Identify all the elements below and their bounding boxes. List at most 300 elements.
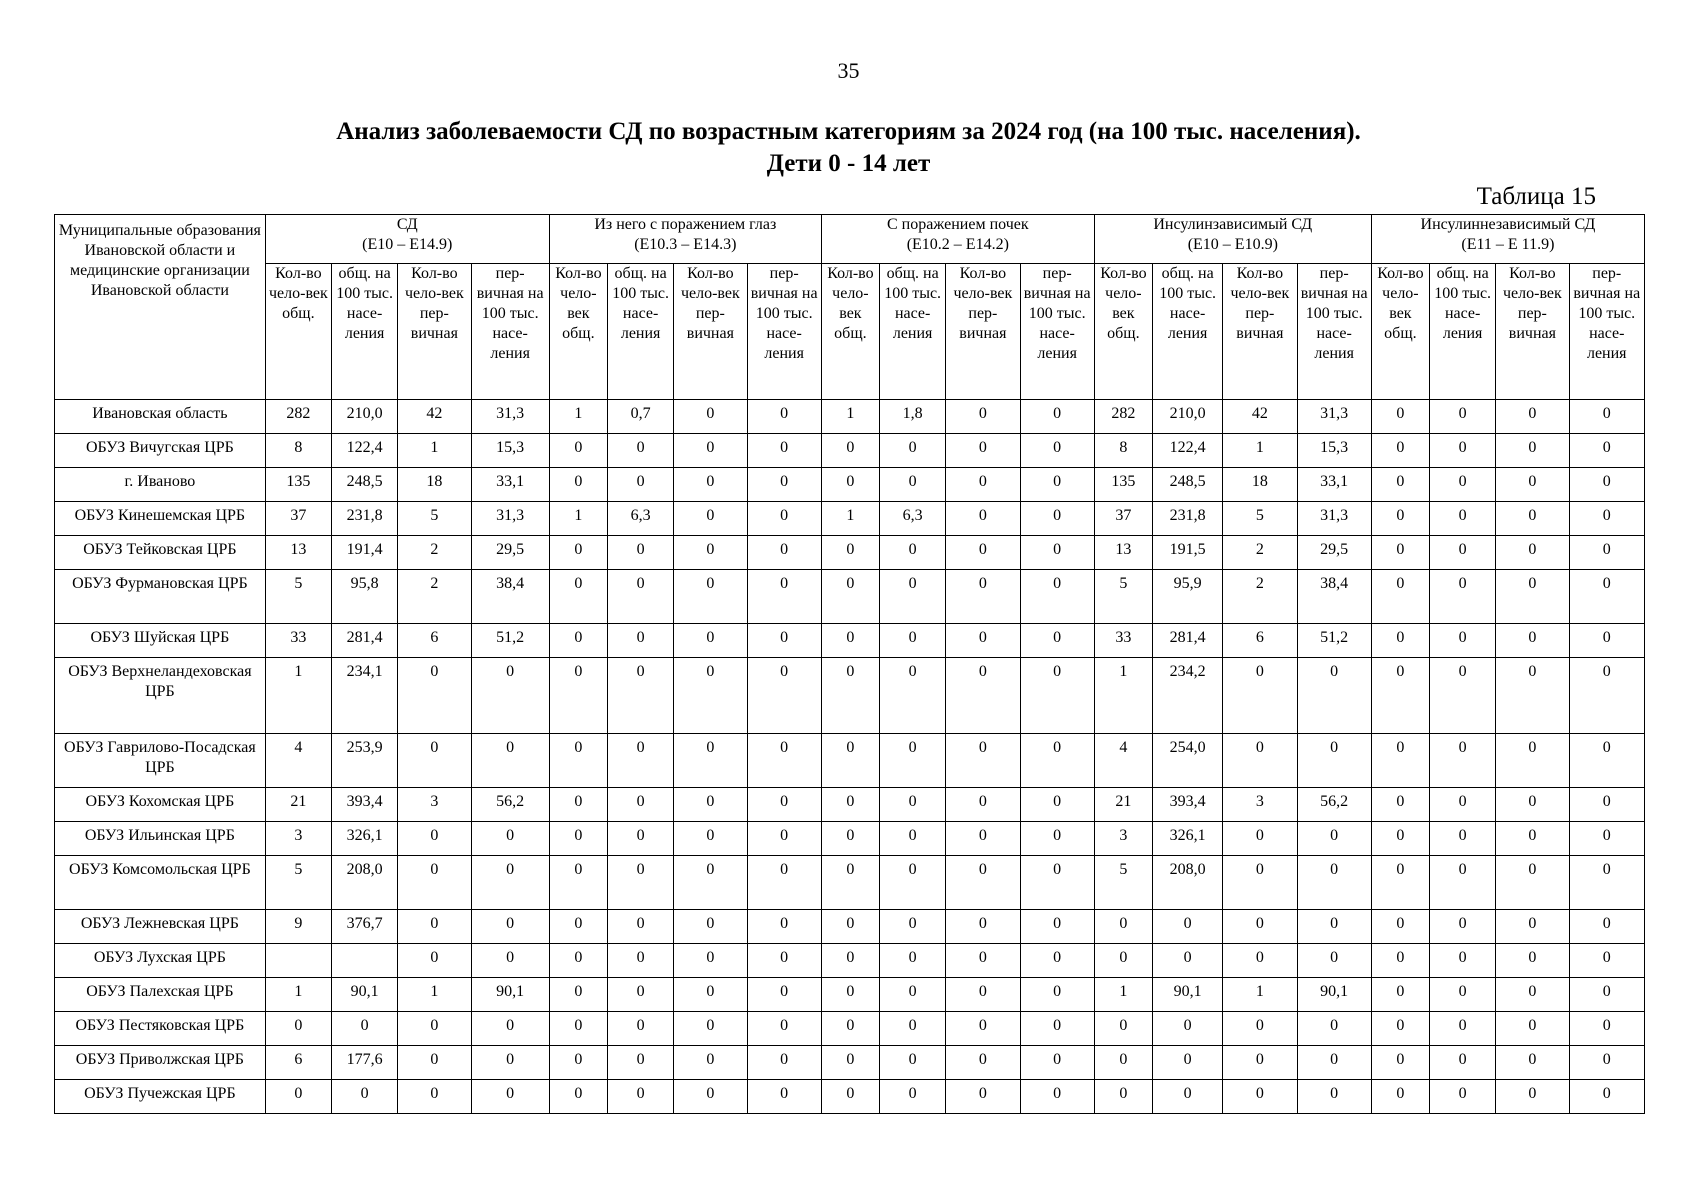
header-org: Муниципальные образования Ивановской области и медицинские организации Ивановской области (55, 215, 266, 400)
table-cell: 21 (265, 788, 331, 822)
table-cell: 0 (1297, 822, 1371, 856)
table-cell: 18 (398, 468, 471, 502)
table-cell: 0 (1153, 944, 1223, 978)
table-cell: 0 (1020, 570, 1094, 624)
table-cell: 21 (1094, 788, 1152, 822)
header-group (265, 215, 549, 264)
row-name: ОБУЗ Кохомская ЦРБ (55, 788, 266, 822)
table-cell: 234,2 (1153, 658, 1223, 734)
table-cell: 0 (1569, 502, 1644, 536)
table-cell: 0 (1020, 536, 1094, 570)
table-cell: 0 (1569, 944, 1644, 978)
table-cell: 0 (1430, 570, 1496, 624)
table-cell: 0 (1223, 1046, 1297, 1080)
table-row (55, 856, 1645, 910)
table-cell: 0 (821, 536, 879, 570)
table-cell: 0 (821, 788, 879, 822)
table-cell: 0 (1430, 658, 1496, 734)
table-cell: 33,1 (1297, 468, 1371, 502)
table-cell: 0 (398, 658, 471, 734)
table-cell: 0 (821, 856, 879, 910)
table-cell: 0 (1371, 856, 1429, 910)
table-cell: 0 (608, 822, 674, 856)
table-cell: 0 (674, 1046, 747, 1080)
table-cell: 0 (880, 910, 946, 944)
header-subcolumn: Кол-во чело-век пер-вичная (674, 264, 747, 400)
header-subcolumn: Кол-во чело-век общ. (1094, 264, 1152, 400)
table-cell: 281,4 (1153, 624, 1223, 658)
table-cell: 0 (1297, 1046, 1371, 1080)
header-group-code: (Е10.3 – Е14.3) (634, 236, 737, 253)
table-cell: 0 (1371, 400, 1429, 434)
table-cell: 56,2 (1297, 788, 1371, 822)
table-cell: 15,3 (471, 434, 549, 468)
table-cell: 2 (398, 536, 471, 570)
table-cell: 90,1 (1153, 978, 1223, 1012)
table-cell: 0 (549, 468, 607, 502)
table-cell: 0 (821, 910, 879, 944)
table-cell: 0 (946, 856, 1020, 910)
table-cell: 0 (880, 468, 946, 502)
table-cell: 4 (1094, 734, 1152, 788)
table-row (55, 400, 1645, 434)
header-subcolumn: Кол-во чело-век общ. (1371, 264, 1429, 400)
table-cell: 0 (1496, 434, 1569, 468)
table-cell: 0 (1371, 468, 1429, 502)
table-cell: 0 (880, 434, 946, 468)
table-cell: 0 (747, 502, 821, 536)
table-cell: 1 (821, 502, 879, 536)
header-group (549, 215, 821, 264)
table-cell: 282 (1094, 400, 1152, 434)
table-cell: 0 (332, 1012, 398, 1046)
table-cell: 0 (549, 434, 607, 468)
table-cell: 0 (674, 856, 747, 910)
row-name: ОБУЗ Гаврилово-Посадская ЦРБ (55, 734, 266, 788)
table-cell: 0 (471, 1012, 549, 1046)
table-cell: 0 (946, 434, 1020, 468)
table-cell: 2 (1223, 536, 1297, 570)
table-cell: 90,1 (332, 978, 398, 1012)
table-cell: 0 (880, 788, 946, 822)
table-cell: 281,4 (332, 624, 398, 658)
table-cell: 0 (1020, 1012, 1094, 1046)
table-cell: 0 (265, 1012, 331, 1046)
table-cell: 1 (1223, 434, 1297, 468)
table-cell: 1 (549, 502, 607, 536)
table-cell: 248,5 (1153, 468, 1223, 502)
table-cell: 0 (821, 822, 879, 856)
table-cell: 0 (821, 1080, 879, 1114)
table-cell: 9 (265, 910, 331, 944)
table-cell: 0 (398, 1080, 471, 1114)
table-cell: 326,1 (332, 822, 398, 856)
table-cell: 0 (1569, 1080, 1644, 1114)
table-cell: 0 (1020, 822, 1094, 856)
table-cell: 0 (1223, 658, 1297, 734)
header-sub-row (55, 264, 1645, 400)
header-subcolumn: Кол-во чело-век общ. (549, 264, 607, 400)
table-cell: 1 (398, 978, 471, 1012)
title-line-2: Дети 0 - 14 лет (766, 150, 931, 177)
header-subcolumn: Кол-во чело-век пер-вичная (946, 264, 1020, 400)
table-cell: 248,5 (332, 468, 398, 502)
table-cell: 0 (549, 788, 607, 822)
table-cell: 42 (1223, 400, 1297, 434)
table-cell: 0 (1496, 788, 1569, 822)
table-cell: 122,4 (332, 434, 398, 468)
row-name: ОБУЗ Комсомольская ЦРБ (55, 856, 266, 910)
table-cell: 0 (1430, 468, 1496, 502)
table-cell: 0 (747, 910, 821, 944)
table-cell: 210,0 (1153, 400, 1223, 434)
table-cell: 31,3 (1297, 502, 1371, 536)
table-cell: 0 (1094, 1012, 1152, 1046)
table-cell: 37 (1094, 502, 1152, 536)
table-cell: 0 (880, 978, 946, 1012)
table-cell: 0 (1020, 856, 1094, 910)
header-subcolumn: Кол-во чело-век общ. (265, 264, 331, 400)
header-subcolumn: пер-вичная на 100 тыс. насе-ления (747, 264, 821, 400)
table-cell: 0 (608, 856, 674, 910)
table-cell: 95,9 (1153, 570, 1223, 624)
table-cell: 0 (747, 1080, 821, 1114)
table-cell: 0 (1430, 734, 1496, 788)
table-cell: 210,0 (332, 400, 398, 434)
table-cell: 0 (1020, 400, 1094, 434)
row-name: Ивановская область (55, 400, 266, 434)
table-cell: 191,4 (332, 536, 398, 570)
header-subcolumn: общ. на 100 тыс. насе-ления (332, 264, 398, 400)
table-cell: 0 (1371, 788, 1429, 822)
table-cell: 0 (747, 856, 821, 910)
table-label: Таблица 15 (1476, 183, 1596, 210)
table-cell: 0 (946, 1046, 1020, 1080)
table-cell: 0 (608, 944, 674, 978)
table-cell: 0 (674, 502, 747, 536)
row-name: ОБУЗ Палехская ЦРБ (55, 978, 266, 1012)
table-cell: 0 (747, 434, 821, 468)
table-cell: 0 (1430, 502, 1496, 536)
table-cell: 0 (880, 658, 946, 734)
table-cell: 0 (1223, 734, 1297, 788)
table-cell: 0 (674, 978, 747, 1012)
table-cell: 0 (608, 734, 674, 788)
table-cell: 0 (549, 856, 607, 910)
table-cell: 90,1 (471, 978, 549, 1012)
row-name: ОБУЗ Верхнеландеховская ЦРБ (55, 658, 266, 734)
table-cell: 0 (608, 658, 674, 734)
table-cell (265, 944, 331, 978)
table-cell: 0 (1371, 910, 1429, 944)
table-cell: 1 (265, 658, 331, 734)
table-cell: 0 (1496, 468, 1569, 502)
table-row (55, 434, 1645, 468)
table-cell: 0 (1430, 434, 1496, 468)
table-cell: 3 (1223, 788, 1297, 822)
table-cell: 0 (265, 1080, 331, 1114)
table-cell: 0 (1153, 910, 1223, 944)
table-cell: 31,3 (1297, 400, 1371, 434)
table-cell: 0 (1430, 1046, 1496, 1080)
table-cell: 0 (1496, 1080, 1569, 1114)
table-cell: 0 (747, 978, 821, 1012)
table-cell: 0 (880, 822, 946, 856)
table-cell: 0 (1496, 910, 1569, 944)
table-cell: 0 (398, 856, 471, 910)
table-cell: 0 (1430, 978, 1496, 1012)
header-group (1094, 215, 1371, 264)
table-cell: 0 (471, 1046, 549, 1080)
table-cell: 254,0 (1153, 734, 1223, 788)
table-cell: 0 (1371, 434, 1429, 468)
table-cell: 0 (1297, 910, 1371, 944)
table-cell (332, 944, 398, 978)
table-cell: 0 (821, 468, 879, 502)
table-cell: 0 (1297, 1012, 1371, 1046)
table-cell: 0 (471, 734, 549, 788)
table-cell: 3 (1094, 822, 1152, 856)
page-number: 35 (837, 58, 860, 83)
table-cell: 0 (674, 658, 747, 734)
table-body (55, 400, 1645, 1114)
table-cell: 0 (821, 570, 879, 624)
table-cell: 13 (265, 536, 331, 570)
header-subcolumn: Кол-во чело-век пер-вичная (1223, 264, 1297, 400)
table-cell: 0 (880, 944, 946, 978)
table-cell: 0 (1020, 978, 1094, 1012)
table-row (55, 978, 1645, 1012)
table-row (55, 502, 1645, 536)
table-cell: 29,5 (1297, 536, 1371, 570)
table-cell: 0 (747, 1046, 821, 1080)
header-group-name: Инсулинзависимый СД (1153, 216, 1313, 233)
table-cell: 0 (946, 468, 1020, 502)
table-cell: 0 (1153, 1046, 1223, 1080)
row-name: ОБУЗ Вичугская ЦРБ (55, 434, 266, 468)
table-cell: 0 (674, 434, 747, 468)
table-cell: 0 (398, 822, 471, 856)
table-cell: 0 (549, 978, 607, 1012)
header-group-code: (Е10.2 – Е14.2) (906, 236, 1009, 253)
header-subcolumn: пер-вичная на 100 тыс. насе-ления (471, 264, 549, 400)
table-cell: 3 (265, 822, 331, 856)
table-cell: 0 (1496, 856, 1569, 910)
table-cell: 0 (747, 536, 821, 570)
table-cell: 0 (1569, 570, 1644, 624)
table-cell: 0 (398, 734, 471, 788)
table-cell: 0 (880, 1080, 946, 1114)
header-subcolumn: общ. на 100 тыс. насе-ления (880, 264, 946, 400)
table-cell: 0 (471, 856, 549, 910)
table-cell: 0 (747, 944, 821, 978)
header-group-name: Из него с поражением глаз (594, 216, 777, 233)
table-cell: 0 (471, 1080, 549, 1114)
table-cell: 1 (1223, 978, 1297, 1012)
table-cell: 33,1 (471, 468, 549, 502)
table-cell: 51,2 (471, 624, 549, 658)
row-name: ОБУЗ Фурмановская ЦРБ (55, 570, 266, 624)
table-cell: 135 (265, 468, 331, 502)
table-cell: 0 (1569, 400, 1644, 434)
table-cell: 0 (1297, 944, 1371, 978)
table-cell: 0 (1371, 1012, 1429, 1046)
table-cell: 0 (1430, 944, 1496, 978)
table-cell: 0 (674, 1080, 747, 1114)
table-cell: 0 (1496, 734, 1569, 788)
table-cell: 0 (1020, 434, 1094, 468)
table-cell: 0 (674, 910, 747, 944)
table-cell: 0 (1094, 910, 1152, 944)
row-name: ОБУЗ Лухская ЦРБ (55, 944, 266, 978)
header-subcolumn: пер-вичная на 100 тыс. насе-ления (1297, 264, 1371, 400)
table-cell: 0 (1569, 658, 1644, 734)
table-cell: 0 (549, 734, 607, 788)
table-cell: 0 (471, 658, 549, 734)
table-cell: 0 (1223, 910, 1297, 944)
table-cell: 0 (1371, 570, 1429, 624)
table-cell: 282 (265, 400, 331, 434)
header-group-row (55, 215, 1645, 264)
table-cell: 0 (1569, 1046, 1644, 1080)
table-cell: 0 (946, 502, 1020, 536)
table-cell: 0 (1569, 734, 1644, 788)
table-cell: 0 (821, 434, 879, 468)
table-cell: 0 (1569, 536, 1644, 570)
table-cell: 0 (674, 400, 747, 434)
table-cell: 253,9 (332, 734, 398, 788)
table-cell: 0 (398, 944, 471, 978)
table-cell: 0 (1496, 502, 1569, 536)
table-cell: 0 (1020, 1080, 1094, 1114)
table-cell: 0 (821, 734, 879, 788)
table-cell: 0 (821, 1046, 879, 1080)
table-cell: 2 (1223, 570, 1297, 624)
table-cell: 33 (265, 624, 331, 658)
table-cell: 0 (1496, 944, 1569, 978)
table-cell: 326,1 (1153, 822, 1223, 856)
table-cell: 15,3 (1297, 434, 1371, 468)
table-cell: 0 (946, 944, 1020, 978)
table-cell: 177,6 (332, 1046, 398, 1080)
table-cell: 0 (674, 944, 747, 978)
document-title (0, 116, 1697, 180)
table-cell: 0 (946, 788, 1020, 822)
table-cell: 38,4 (1297, 570, 1371, 624)
table-cell: 1 (265, 978, 331, 1012)
table-cell: 231,8 (1153, 502, 1223, 536)
table-cell: 0 (1569, 624, 1644, 658)
table-row (55, 944, 1645, 978)
table-cell: 0 (747, 570, 821, 624)
table-cell: 5 (265, 570, 331, 624)
table-cell: 0 (1496, 536, 1569, 570)
table-cell: 0 (1020, 734, 1094, 788)
table-cell: 0 (880, 570, 946, 624)
table-cell: 31,3 (471, 400, 549, 434)
table-cell: 0 (398, 1012, 471, 1046)
table-cell: 0 (549, 624, 607, 658)
table-row (55, 624, 1645, 658)
table-cell: 0 (1430, 400, 1496, 434)
table-cell: 0 (946, 624, 1020, 658)
row-name: ОБУЗ Тейковская ЦРБ (55, 536, 266, 570)
table-cell: 0 (1569, 1012, 1644, 1046)
table-cell: 31,3 (471, 502, 549, 536)
table-cell: 0 (1430, 856, 1496, 910)
table-cell: 0 (549, 1080, 607, 1114)
table-cell: 0 (1223, 1012, 1297, 1046)
header-group-code: (Е10 – Е14.9) (362, 236, 453, 253)
table-cell: 0 (1153, 1080, 1223, 1114)
table-cell: 18 (1223, 468, 1297, 502)
table-cell: 0 (549, 536, 607, 570)
table-cell: 5 (1223, 502, 1297, 536)
table-cell: 393,4 (1153, 788, 1223, 822)
table-cell: 0 (608, 1080, 674, 1114)
table-row (55, 468, 1645, 502)
table-cell: 0 (1094, 1080, 1152, 1114)
header-subcolumn: Кол-во чело-век пер-вичная (1496, 264, 1569, 400)
table-cell: 0 (1430, 910, 1496, 944)
table-cell: 3 (398, 788, 471, 822)
table-cell: 0 (608, 1012, 674, 1046)
table-cell: 29,5 (471, 536, 549, 570)
header-group-name: С поражением почек (886, 216, 1029, 233)
table-cell: 0 (1371, 978, 1429, 1012)
table-cell: 0 (608, 910, 674, 944)
table-cell: 0 (549, 944, 607, 978)
table-cell: 0 (1297, 1080, 1371, 1114)
table-cell: 0 (1430, 536, 1496, 570)
table-cell: 0 (1020, 502, 1094, 536)
table-cell: 0 (1430, 624, 1496, 658)
table-cell: 0 (1430, 1080, 1496, 1114)
table-cell: 0 (1223, 856, 1297, 910)
table-cell: 0 (747, 468, 821, 502)
table-cell: 0 (1371, 658, 1429, 734)
table-cell: 8 (265, 434, 331, 468)
table-cell: 191,5 (1153, 536, 1223, 570)
table-cell: 0 (1020, 910, 1094, 944)
table-row (55, 570, 1645, 624)
row-name: ОБУЗ Лежневская ЦРБ (55, 910, 266, 944)
table-cell: 208,0 (1153, 856, 1223, 910)
table-row (55, 734, 1645, 788)
header-group-name: СД (396, 216, 418, 233)
table-cell: 0 (1496, 570, 1569, 624)
table-cell: 0 (608, 570, 674, 624)
table-cell: 0 (1297, 658, 1371, 734)
table-cell: 208,0 (332, 856, 398, 910)
row-name: ОБУЗ Шуйская ЦРБ (55, 624, 266, 658)
table-cell: 0 (1430, 788, 1496, 822)
table-cell: 0 (880, 536, 946, 570)
row-name: ОБУЗ Ильинская ЦРБ (55, 822, 266, 856)
table-cell: 122,4 (1153, 434, 1223, 468)
header-subcolumn: пер-вичная на 100 тыс. насе-ления (1020, 264, 1094, 400)
table-cell: 0 (747, 400, 821, 434)
table-cell: 0 (1020, 468, 1094, 502)
table-cell: 0 (946, 400, 1020, 434)
table-cell: 42 (398, 400, 471, 434)
table-cell: 0 (1569, 910, 1644, 944)
table-cell: 0 (608, 978, 674, 1012)
table-cell: 51,2 (1297, 624, 1371, 658)
table-cell: 0 (1371, 1046, 1429, 1080)
table-cell: 0 (674, 822, 747, 856)
table-cell: 0 (821, 624, 879, 658)
